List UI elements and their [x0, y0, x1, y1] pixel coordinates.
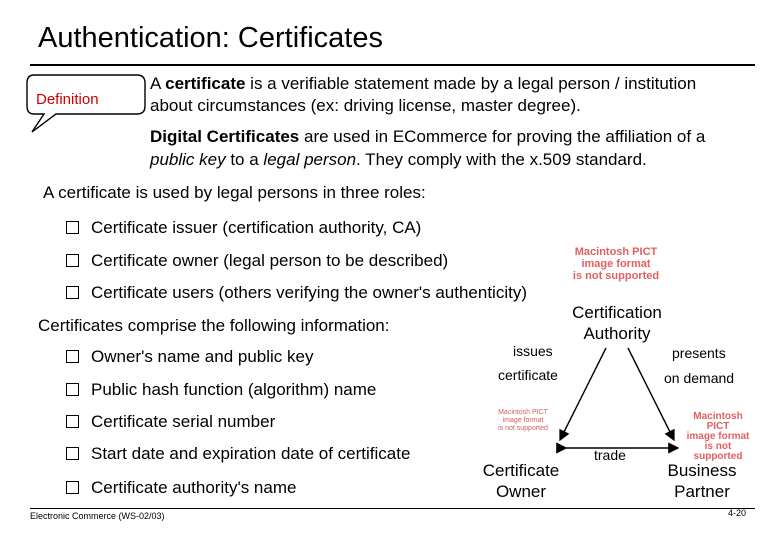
digital-cert-line-1	[150, 126, 705, 148]
info-item: Certificate serial number	[66, 412, 275, 432]
digital-cert-end: . They comply with the x.509 standard.	[356, 150, 647, 169]
partner-label: Business Partner	[667, 461, 737, 501]
term-legal-person: legal person	[263, 150, 357, 169]
role-item: Certificate issuer (certification authority, CA)	[66, 218, 421, 238]
digital-cert-line-2	[150, 149, 647, 171]
info-item: Owner's name and public key	[66, 347, 313, 367]
checkbox-bullet-icon	[66, 415, 79, 428]
presents-arrow	[628, 348, 674, 440]
checkbox-bullet-icon	[66, 350, 79, 363]
roles-intro: A certificate is used by legal persons in three roles:	[43, 183, 426, 202]
pict-placeholder-partner: Macintosh PICT image format is not supported	[686, 411, 750, 462]
digital-cert-line1-rest: are used in ECommerce for proving the affiliation of a	[299, 127, 706, 146]
issues-label: issues	[513, 343, 553, 359]
checkbox-bullet-icon	[66, 286, 79, 299]
info-item: Public hash function (algorithm) name	[66, 380, 376, 400]
def-term-certificate: certificate	[165, 74, 246, 93]
digital-cert-mid: to a	[225, 150, 264, 169]
ca-label: Certification Authority	[572, 303, 662, 343]
checkbox-bullet-icon	[66, 481, 79, 494]
info-item: Start date and expiration date of certificate	[66, 444, 410, 464]
definition-line-1	[150, 73, 696, 95]
def-term-digital-certificates: Digital Certificates	[150, 127, 300, 146]
presents-label: presents	[672, 345, 726, 361]
certificate-label: certificate	[498, 367, 558, 383]
pict-placeholder-owner: Macintosh PICT image format is not supported	[498, 409, 548, 432]
info-intro: Certificates comprise the following information:	[38, 316, 390, 335]
checkbox-bullet-icon	[66, 221, 79, 234]
checkbox-bullet-icon	[66, 254, 79, 267]
def-line1-rest: is a verifiable statement made by a legal person / institution	[245, 74, 697, 93]
owner-label: Certificate Owner	[482, 461, 560, 501]
role-item: Certificate users (others verifying the owner's authenticity)	[66, 283, 527, 303]
definition-line-2: about circumstances (ex: driving license, master degree).	[150, 96, 581, 115]
term-public-key: public key	[150, 150, 226, 169]
role-item: Certificate owner (legal person to be described)	[66, 251, 448, 271]
checkbox-bullet-icon	[66, 447, 79, 460]
trade-label: trade	[594, 447, 626, 463]
title-divider	[30, 64, 755, 66]
def-pre: A	[150, 74, 166, 93]
checkbox-bullet-icon	[66, 383, 79, 396]
page-title: Authentication: Certificates	[38, 22, 383, 54]
footer-course: Electronic Commerce (WS-02/03)	[30, 511, 165, 521]
footer-divider	[30, 508, 755, 509]
pict-placeholder-ca: Macintosh PICT image format is not supported	[572, 246, 660, 282]
on-demand-label: on demand	[664, 370, 735, 386]
issues-arrow	[560, 348, 606, 440]
info-item: Certificate authority's name	[66, 478, 296, 498]
definition-label: Definition	[36, 91, 99, 108]
footer-page-number: 4-20	[728, 508, 747, 518]
